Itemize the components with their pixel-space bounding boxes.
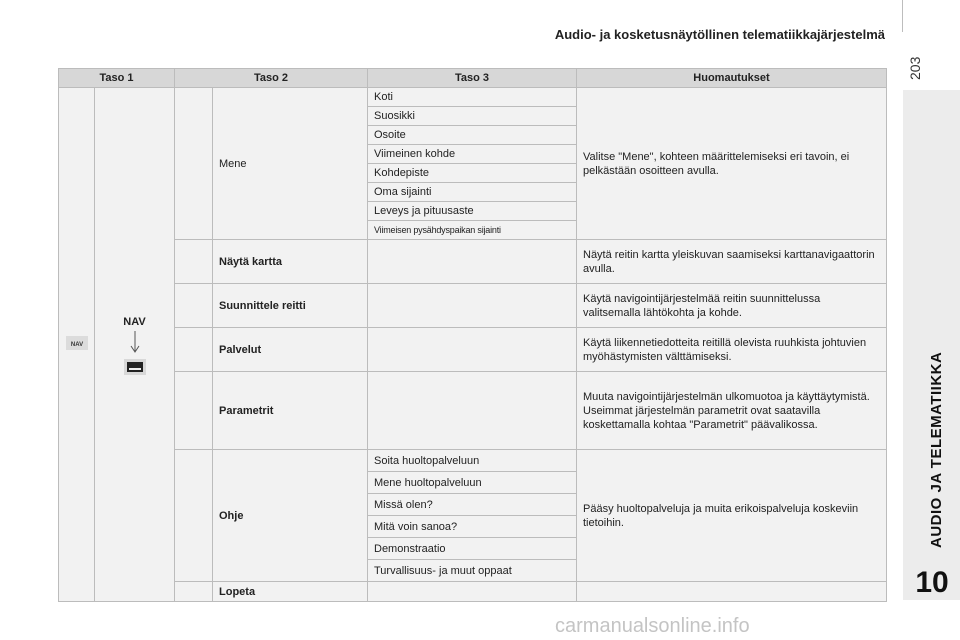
lopeta-note <box>577 582 887 602</box>
mene-item: Kohdepiste <box>368 164 577 183</box>
row-level3-empty <box>368 240 577 284</box>
nav-level1-cell <box>95 88 175 602</box>
screen-icon <box>124 359 146 375</box>
ohje-label: Ohje <box>213 450 368 582</box>
menu-table <box>58 68 887 602</box>
table-header-row <box>59 69 887 88</box>
nav-label: NAV <box>123 315 146 328</box>
suunnittele-reitti-note: Käytä navigointijärjestelmää reitin suunnittelussa valitsemalla lähtökohta ja kohde. <box>577 284 887 328</box>
nayta-kartta-note: Näytä reitin kartta yleiskuvan saamiseksi karttanavigaattorin avulla. <box>577 240 887 284</box>
header-divider <box>902 0 903 32</box>
parametrit-note-line2: Useimmat järjestelmän parametrit ovat saatavilla koskettamalla kohtaa "Parametrit" päävalikossa. <box>583 404 821 431</box>
column-header-taso1: Taso 1 <box>59 69 175 88</box>
mene-item: Viimeisen pysähdyspaikan sijainti <box>368 221 577 240</box>
ohje-item: Missä olen? <box>368 494 577 516</box>
mene-item: Suosikki <box>368 107 577 126</box>
chapter-number: 10 <box>915 566 949 599</box>
page-number: 203 <box>907 56 923 80</box>
suunnittele-reitti-label: Suunnittele reitti <box>213 284 368 328</box>
parametrit-note <box>577 372 887 450</box>
lopeta-label: Lopeta <box>213 582 368 602</box>
row-spacer <box>175 284 213 328</box>
row-level3-empty <box>368 582 577 602</box>
ohje-note: Pääsy huoltopalveluja ja muita erikoispalveluja koskeviin tietoihin. <box>577 450 887 582</box>
mene-item: Oma sijainti <box>368 183 577 202</box>
arrow-down-icon <box>129 331 141 355</box>
ohje-spacer <box>175 450 213 582</box>
mene-item: Osoite <box>368 126 577 145</box>
row-level3-empty <box>368 328 577 372</box>
nav-button-icon-label: NAV <box>70 341 83 348</box>
nav-button-icon <box>66 336 88 350</box>
mene-note: Valitse "Mene", kohteen määrittelemiseksi eri tavoin, ei pelkästään osoitteen avulla. <box>577 88 887 240</box>
mene-item: Koti <box>368 88 577 107</box>
row-level3-empty <box>368 284 577 328</box>
mene-item: Leveys ja pituusaste <box>368 202 577 221</box>
column-header-taso3: Taso 3 <box>368 69 577 88</box>
watermark: carmanualsonline.info <box>555 615 750 637</box>
nav-button-cell <box>59 88 95 602</box>
row-spacer <box>175 582 213 602</box>
column-header-taso2: Taso 2 <box>175 69 368 88</box>
ohje-item: Mitä voin sanoa? <box>368 516 577 538</box>
ohje-item: Mene huoltopalveluun <box>368 472 577 494</box>
ohje-item: Soita huoltopalveluun <box>368 450 577 472</box>
row-spacer <box>175 240 213 284</box>
palvelut-note: Käytä liikennetiedotteita reitillä olevista ruuhkista johtuvien myöhästymisten välttämiseksi. <box>577 328 887 372</box>
parametrit-label: Parametrit <box>213 372 368 450</box>
ohje-item: Turvallisuus- ja muut oppaat <box>368 560 577 582</box>
page-header-title: Audio- ja kosketusnäytöllinen telematiikkajärjestelmä <box>554 27 885 42</box>
mene-label: Mene <box>213 88 368 240</box>
mene-item: Viimeinen kohde <box>368 145 577 164</box>
row-level3-empty <box>368 372 577 450</box>
column-header-huomautukset: Huomautukset <box>577 69 887 88</box>
nayta-kartta-label: Näytä kartta <box>213 240 368 284</box>
mene-spacer <box>175 88 213 240</box>
parametrit-note-line1: Muuta navigointijärjestelmän ulkomuotoa ja käyttäytymistä. <box>583 390 870 403</box>
ohje-item: Demonstraatio <box>368 538 577 560</box>
chapter-title: AUDIO JA TELEMATIIKKA <box>928 351 945 548</box>
row-spacer <box>175 372 213 450</box>
row-spacer <box>175 328 213 372</box>
palvelut-label: Palvelut <box>213 328 368 372</box>
